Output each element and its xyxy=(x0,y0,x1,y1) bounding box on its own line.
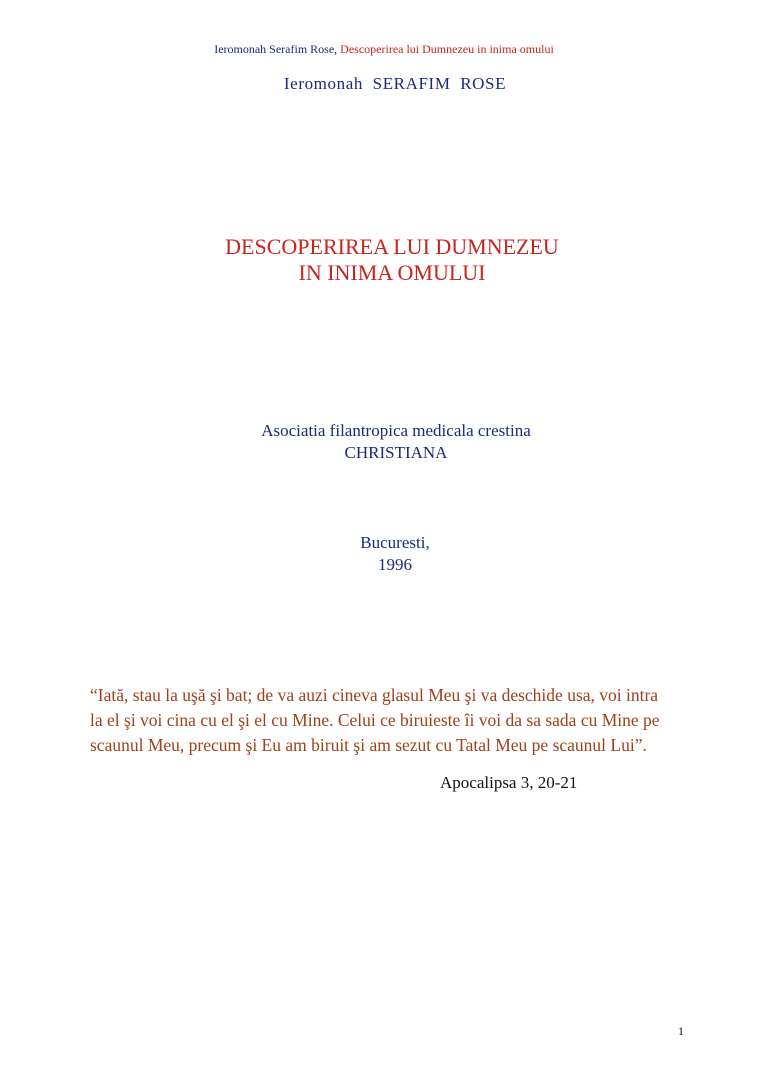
publication-city: Bucuresti, xyxy=(360,533,430,552)
book-title xyxy=(0,234,768,286)
quote-line-1: “Iată, stau la uşă şi bat; de va auzi cineva glasul Meu şi va deschide usa, voi intra xyxy=(90,685,659,705)
author-name: Ieromonah SERAFIM ROSE xyxy=(283,74,507,93)
publisher-line-2: CHRISTIANA xyxy=(344,443,448,462)
publication-year: 1996 xyxy=(378,555,412,574)
header-author: Ieromonah Serafim Rose, xyxy=(214,42,338,56)
epigraph-quote xyxy=(90,683,710,758)
quote-line-3: scaunul Meu, precum şi Eu am biruit şi am sezut cu Tatal Meu pe scaunul Lui”. xyxy=(90,735,647,755)
publisher-line-1: Asociatia filantropica medicala crestina xyxy=(261,421,531,440)
page-number: 1 xyxy=(678,1024,684,1038)
publication-place xyxy=(0,532,768,576)
book-title-line-1: DESCOPERIREA LUI DUMNEZEU xyxy=(225,234,559,259)
running-header xyxy=(0,42,768,56)
book-title-line-2: IN INIMA OMULUI xyxy=(298,260,486,285)
quote-line-2: la el şi voi cina cu el şi el cu Mine. Celui ce biruieste îi voi da sa sada cu Mine pe xyxy=(90,710,660,730)
quote-reference: Apocalipsa 3, 20-21 xyxy=(440,773,578,792)
header-title: Descoperirea lui Dumnezeu in inima omului xyxy=(340,42,554,56)
publisher xyxy=(0,420,768,464)
